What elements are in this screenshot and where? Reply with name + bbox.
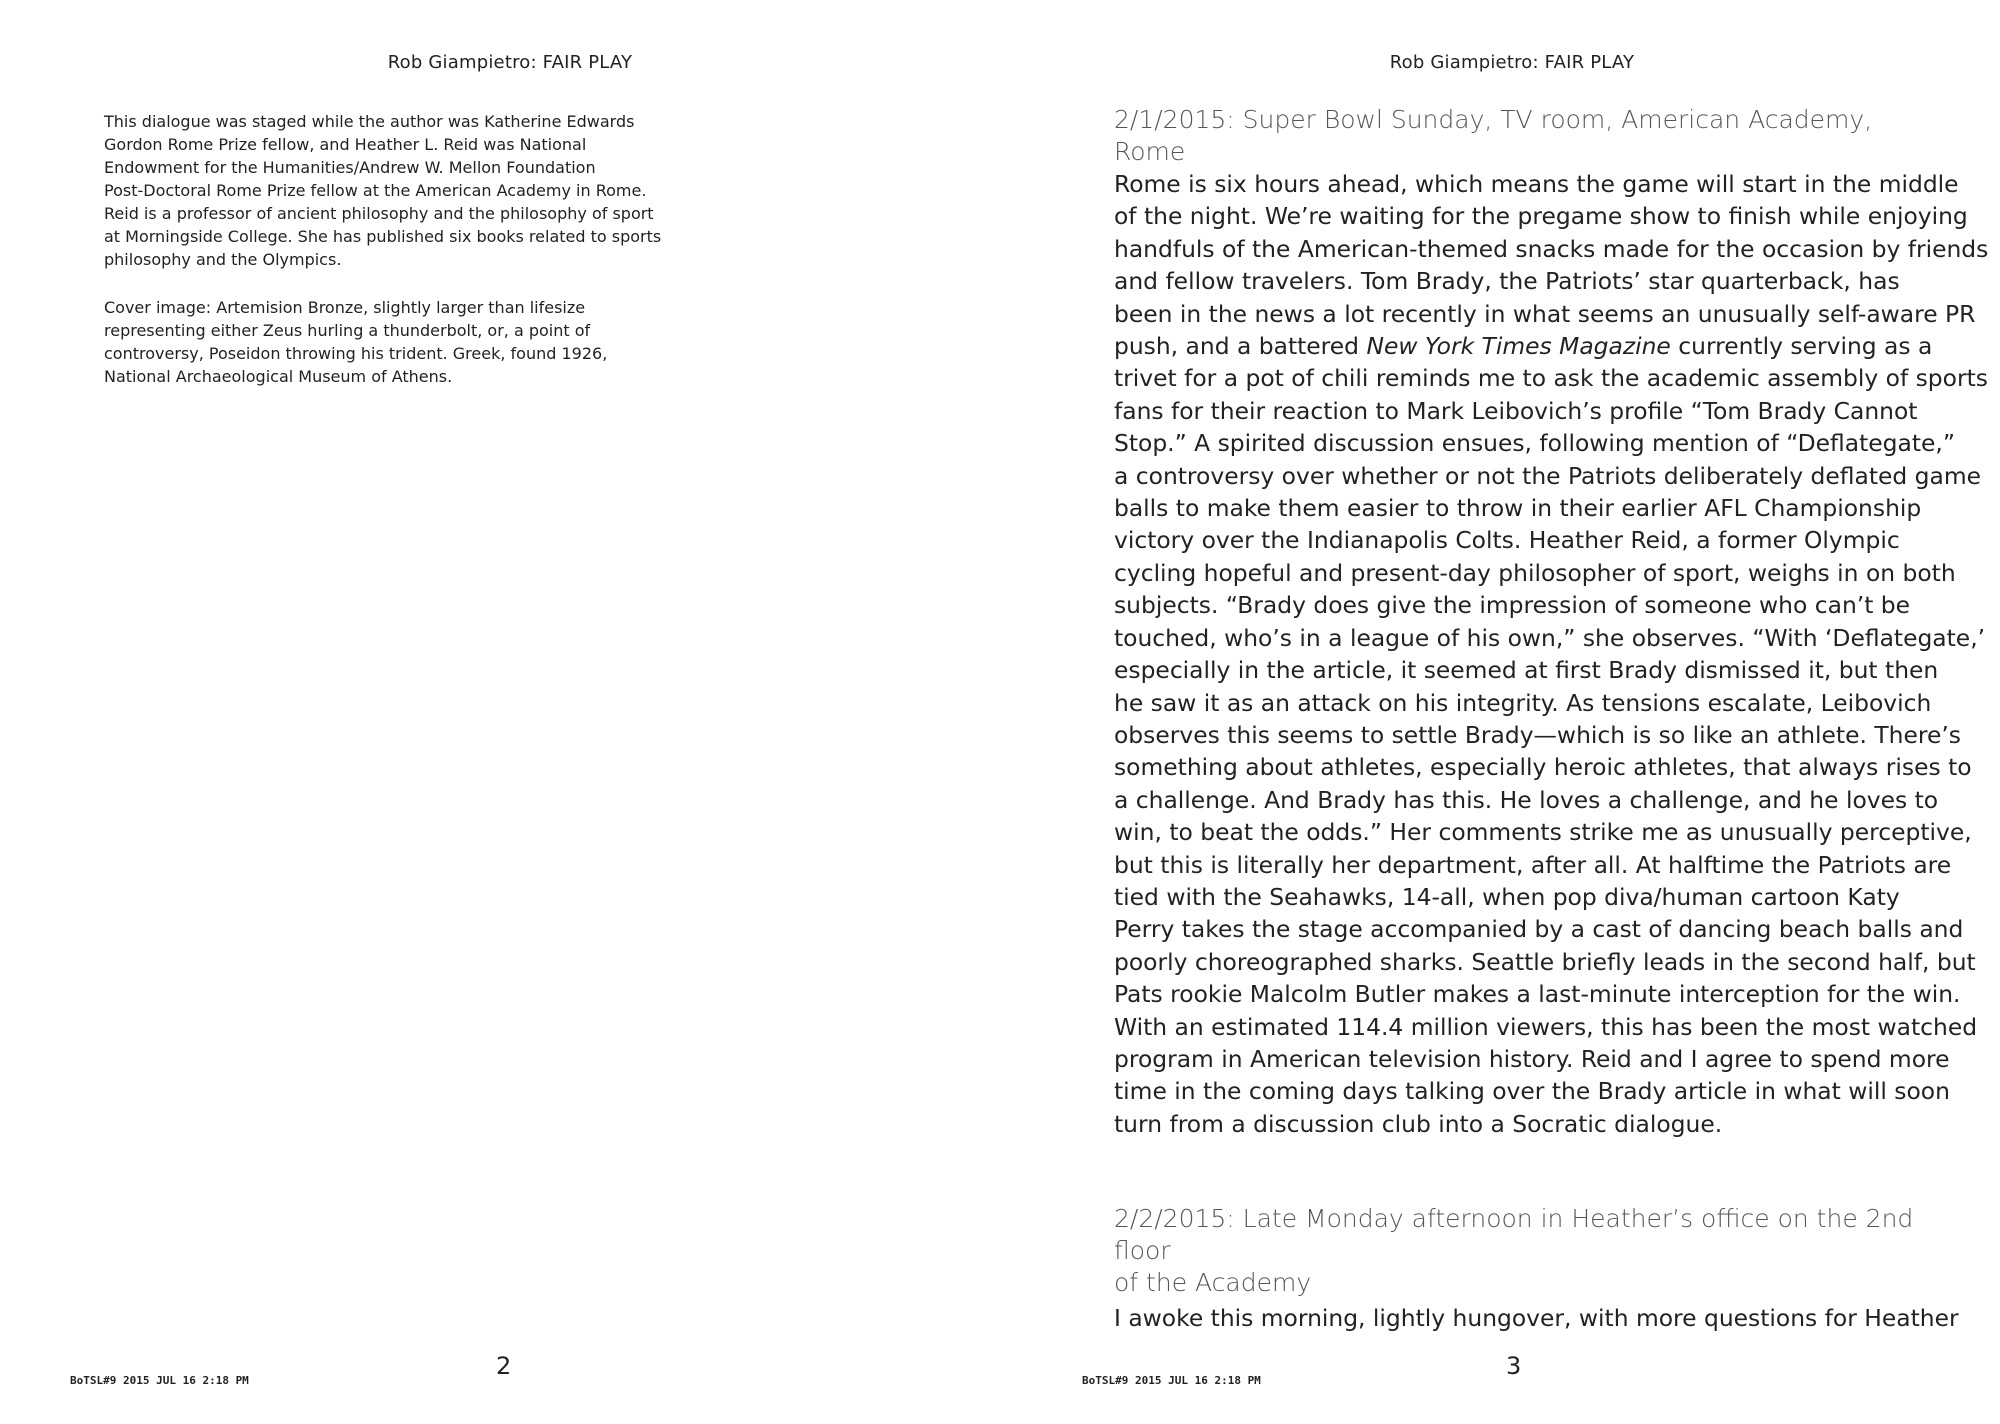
entry-heading: 2/1/2015: Super Bowl Sunday, TV room, American Academy, Rome — [1114, 105, 1873, 166]
note-line: Endowment for the Humanities/Andrew W. Mellon Foundation — [104, 158, 596, 177]
body-line: turn from a discussion club into a Socratic dialogue. — [1114, 1109, 1723, 1138]
body-line: tied with the Seahawks, 14-all, when pop diva/human cartoon Katy — [1114, 882, 1900, 911]
body-line: program in American television history. Reid and I agree to spend more — [1114, 1044, 1950, 1073]
body-line: and fellow travelers. Tom Brady, the Patriots’ star quarterback, has — [1114, 267, 1900, 296]
body-line: a challenge. And Brady has this. He loves a challenge, and he loves to — [1114, 785, 1939, 814]
heading-line: 2/2/2015: Late Monday afternoon in Heather’s office on the 2nd floor — [1114, 1204, 1914, 1265]
body-line: subjects. “Brady does give the impression of someone who can’t be — [1114, 591, 1911, 620]
running-head: Rob Giampietro: FAIR PLAY — [387, 52, 633, 73]
print-slug: BoTSL#9 2015 JUL 16 2:18 PM — [1082, 1374, 1261, 1387]
body-line: handfuls of the American-themed snacks made for the occasion by friends — [1114, 234, 1989, 263]
note-line: representing either Zeus hurling a thunderbolt, or, a point of — [104, 321, 591, 340]
body-line: With an estimated 114.4 million viewers, this has been the most watched — [1114, 1012, 1978, 1041]
body-line: balls to make them easier to throw in their earlier AFL Championship — [1114, 494, 1922, 523]
page-number: 2 — [496, 1352, 512, 1380]
running-head: Rob Giampietro: FAIR PLAY — [1389, 52, 1635, 73]
page-number: 3 — [1506, 1352, 1522, 1380]
body-line: win, to beat the odds.” Her comments strike me as unusually perceptive, — [1114, 818, 1972, 847]
heading-line: of the Academy — [1114, 1268, 1312, 1297]
body-line: trivet for a pot of chili reminds me to ask the academic assembly of sports — [1114, 364, 1988, 393]
note-line: Cover image: Artemision Bronze, slightly larger than lifesize — [104, 298, 586, 317]
note-line: National Archaeological Museum of Athens. — [104, 367, 453, 386]
body-line: been in the news a lot recently in what seems an unusually self-aware PR — [1114, 299, 1976, 328]
body-line: but this is literally her department, after all. At halftime the Patriots are — [1114, 850, 1952, 879]
note-line: Reid is a professor of ancient philosophy and the philosophy of sport — [104, 204, 654, 223]
body-line: he saw it as an attack on his integrity. As tensions escalate, Leibovich — [1114, 688, 1932, 717]
body-line: of the night. We’re waiting for the pregame show to finish while enjoying — [1114, 202, 1968, 231]
body-line: time in the coming days talking over the Brady article in what will soon — [1114, 1077, 1950, 1106]
note-line: Gordon Rome Prize fellow, and Heather L. Reid was National — [104, 135, 587, 154]
body-line: victory over the Indianapolis Colts. Heather Reid, a former Olympic — [1114, 526, 1900, 555]
note-line: This dialogue was staged while the author was Katherine Edwards — [104, 112, 635, 131]
body-line: a controversy over whether or not the Patriots deliberately deflated game — [1114, 461, 1982, 490]
cover-image-note — [104, 296, 664, 388]
body-line: observes this seems to settle Brady—which is so like an athlete. There’s — [1114, 720, 1961, 749]
body-line: especially in the article, it seemed at first Brady dismissed it, but then — [1114, 656, 1939, 685]
body-text-run: push, and a battered — [1114, 332, 1367, 361]
body-line: Pats rookie Malcolm Butler makes a last-minute interception for the win. — [1114, 980, 1961, 1009]
entry-heading — [1114, 1203, 1944, 1299]
entry-body — [1114, 168, 1989, 1140]
body-line: Rome is six hours ahead, which means the game will start in the middle — [1114, 170, 1959, 198]
magazine-title: New York Times Magazine — [1366, 332, 1671, 361]
print-slug: BoTSL#9 2015 JUL 16 2:18 PM — [70, 1374, 249, 1387]
right-page — [1000, 0, 2000, 1424]
body-line: Stop.” A spirited discussion ensues, following mention of “Deflategate,” — [1114, 429, 1955, 458]
note-line: at Morningside College. She has published six books related to sports — [104, 227, 662, 246]
body-line: touched, who’s in a league of his own,” she observes. “With ‘Deflategate,’ — [1114, 623, 1986, 652]
body-line: something about athletes, especially heroic athletes, that always rises to — [1114, 753, 1972, 782]
body-line: poorly choreographed sharks. Seattle briefly leads in the second half, but — [1114, 947, 1976, 976]
entry-body: I awoke this morning, lightly hungover, with more questions for Heather — [1114, 1304, 1959, 1332]
body-line: fans for their reaction to Mark Leibovich’s profile “Tom Brady Cannot — [1114, 396, 1918, 425]
body-line: Perry takes the stage accompanied by a cast of dancing beach balls and — [1114, 915, 1964, 944]
body-line — [1114, 330, 1946, 362]
note-line: Post-Doctoral Rome Prize fellow at the American Academy in Rome. — [104, 181, 647, 200]
author-note — [104, 110, 664, 271]
note-line: controversy, Poseidon throwing his trident. Greek, found 1926, — [104, 344, 608, 363]
body-text-run: currently serving as a — [1670, 332, 1933, 361]
note-line: philosophy and the Olympics. — [104, 250, 342, 269]
body-line: cycling hopeful and present-day philosopher of sport, weighs in on both — [1114, 558, 1956, 587]
